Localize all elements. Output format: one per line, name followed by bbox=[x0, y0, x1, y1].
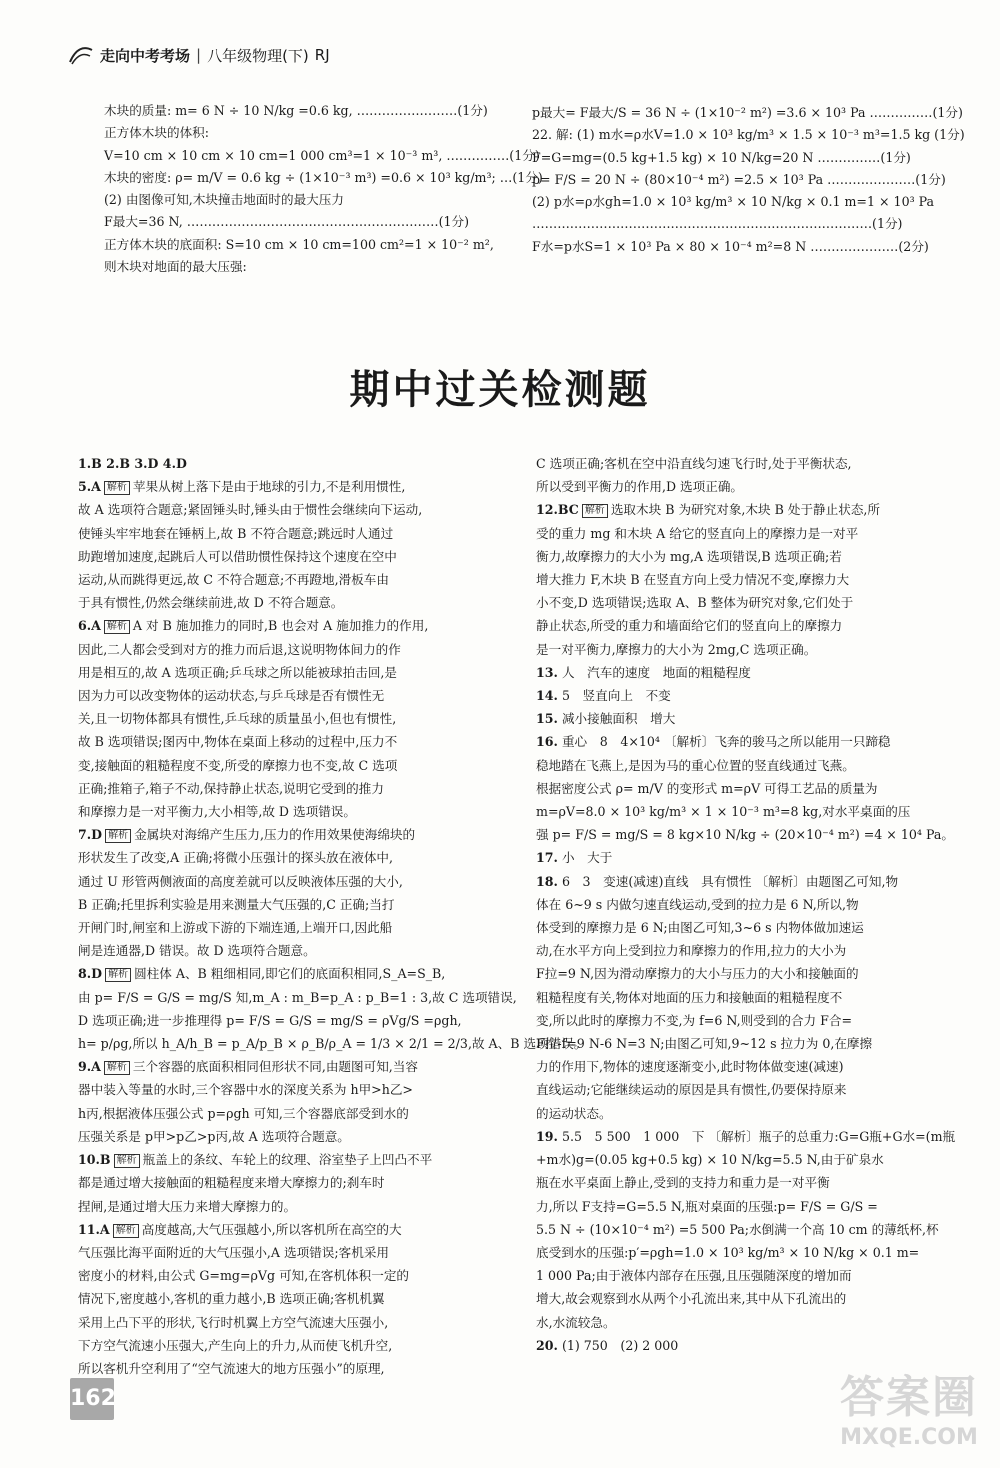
answer-line bbox=[536, 452, 968, 475]
answer-line bbox=[536, 684, 968, 707]
answer-line bbox=[536, 870, 968, 893]
watermark bbox=[840, 1361, 978, 1450]
answer-text: 故 A 选项符合题意;紧固锤头时,锤头由于惯性会继续向下运动, bbox=[78, 502, 423, 518]
answer-text: 体在 6~9 s 内做匀速直线运动,受到的拉力是 6 N,所以,物 bbox=[536, 896, 859, 912]
solution-line: 22. 解: (1) m水=ρ水V=1.0 × 10³ kg/m³ × 1.5 × 10⁻³ m³=1.5 kg (1分) bbox=[532, 127, 965, 143]
answer-text: 稳地踏在飞燕上,是因为马的重心位置的竖直线通过飞燕。 bbox=[536, 757, 855, 773]
answer-number: 18. bbox=[536, 873, 558, 889]
solution-line: F=G=mg=(0.5 kg+1.5 kg) × 10 N/kg=20 N ……………(1分) bbox=[532, 149, 911, 165]
answer-text: 动,在水平方向上受到拉力和摩擦力的作用,拉力的大小为 bbox=[536, 943, 847, 959]
answer-number: 9.A bbox=[78, 1059, 101, 1075]
answer-text: 小不变,D 选项错误;选取 A、B 整体为研究对象,它们处于 bbox=[536, 595, 854, 611]
solution-line: 正方体木块的底面积: S=10 cm × 10 cm=100 cm²=1 × 10⁻² m², bbox=[104, 236, 494, 252]
answer-line bbox=[78, 730, 508, 753]
analysis-tag: 解析 bbox=[105, 829, 131, 843]
answer-line bbox=[78, 800, 508, 823]
answer-text: 瓶盖上的条纹、车轮上的纹理、浴室垫子上凹凸不平 bbox=[142, 1152, 433, 1168]
answer-line bbox=[78, 1032, 587, 1055]
top-left-solution bbox=[104, 100, 543, 278]
answer-text: 体受到的摩擦力是 6 N;由图乙可知,3~6 s 内物体做加速运 bbox=[536, 920, 864, 936]
answer-line bbox=[536, 754, 968, 777]
answer-text: 通过 U 形管两侧液面的高度差就可以反映液体压强的大小, bbox=[78, 873, 403, 889]
answer-text: 用是相互的,故 A 选项正确;乒乓球之所以能被球拍击回,是 bbox=[78, 664, 398, 680]
answer-text: 故 B 选项错误;图丙中,物体在桌面上移动的过程中,压力不 bbox=[78, 734, 398, 750]
answer-text: 变,接触面的粗糙程度不变,所受的摩擦力也不变,故 C 选项 bbox=[78, 757, 398, 773]
answer-text: 受的重力 mg 和木块 A 给它的竖直向上的摩擦力是一对平 bbox=[536, 525, 859, 541]
answer-line bbox=[78, 661, 508, 684]
answer-text: B 正确;托里拆利实验是用来测量大气压强的,C 正确;当打 bbox=[78, 896, 395, 912]
answer-text: 圆柱体 A、B 粗细相同,即它们的底面积相同,S_A=S_B, bbox=[134, 966, 446, 982]
answer-number: 7.D bbox=[78, 827, 103, 843]
answer-line bbox=[536, 1218, 968, 1241]
answer-text: +m水)g=(0.05 kg+0.5 kg) × 10 N/kg=5.5 N,由于矿泉水 bbox=[536, 1152, 884, 1168]
answer-text: 5.5 N ÷ (10×10⁻⁴ m²) =5 500 Pa;水倒满一个高 10 cm 的薄纸杯,杯 bbox=[536, 1221, 939, 1237]
answer-line bbox=[536, 638, 968, 661]
answer-text: 选取木块 B 为研究对象,木块 B 处于静止状态,所 bbox=[610, 502, 881, 518]
answer-line bbox=[78, 939, 508, 962]
solution-line: 木块的质量: m= 6 N ÷ 10 N/kg =0.6 kg, ……………………(1分) bbox=[104, 103, 488, 118]
answer-line bbox=[78, 684, 508, 707]
answer-line bbox=[78, 754, 508, 777]
answer-line bbox=[78, 475, 508, 498]
answer-line bbox=[78, 870, 508, 893]
answer-line bbox=[78, 1148, 508, 1171]
answer-text: 由 p= F/S = G/S = mg/S 知,m_A : m_B=p_A : p_B=1 : 3,故 C 选项错误, bbox=[78, 989, 517, 1005]
answer-line bbox=[78, 1311, 508, 1334]
answer-text: 密度小的材料,由公式 G=mg=ρVg 可知,在客机体积一定的 bbox=[78, 1268, 410, 1284]
answer-text: (1) 750 (2) 2 000 bbox=[561, 1337, 679, 1353]
analysis-tag: 解析 bbox=[105, 968, 131, 982]
answer-line bbox=[78, 1125, 508, 1148]
answer-line bbox=[536, 893, 968, 916]
answer-line bbox=[78, 545, 508, 568]
answer-line bbox=[78, 1102, 508, 1125]
header-separator: | bbox=[196, 46, 202, 64]
answer-line bbox=[536, 475, 968, 498]
answer-text: 增大,故会观察到水从两个小孔流出来,其中从下孔流出的 bbox=[536, 1291, 847, 1307]
solution-line: p最大= F最大/S = 36 N ÷ (1×10⁻² m²) =3.6 × 10³ Pa ……………(1分) bbox=[532, 105, 963, 120]
header-brand: 走向中考考场 bbox=[100, 46, 191, 65]
top-right-solution bbox=[532, 102, 964, 258]
answer-number: 15. bbox=[536, 711, 558, 727]
solution-line: p= F/S = 20 N ÷ (80×10⁻⁴ m²) =2.5 × 10³ Pa …………………(1分) bbox=[532, 171, 946, 187]
answer-line bbox=[536, 1195, 968, 1218]
answer-number: 19. bbox=[536, 1128, 558, 1144]
analysis-tag: 解析 bbox=[104, 481, 130, 495]
answer-line bbox=[536, 1009, 968, 1032]
analysis-tag: 解析 bbox=[114, 1154, 140, 1168]
answer-text: 增大推力 F,木块 B 在竖直方向上受力情况不变,摩擦力大 bbox=[536, 572, 850, 588]
answer-line bbox=[78, 452, 508, 475]
answer-text: 器中装入等量的水时,三个容器中水的深度关系为 h甲>h乙> bbox=[78, 1082, 413, 1098]
answer-line bbox=[78, 522, 508, 545]
section-title: 期中过关检测题 bbox=[349, 367, 651, 413]
answer-line bbox=[536, 939, 968, 962]
header-subject: 八年级物理(下) bbox=[207, 46, 309, 65]
answer-number: 10.B bbox=[78, 1152, 111, 1168]
answer-text: D 选项正确;进一步推理得 p= F/S = G/S = mg/S = ρVg/S =ρgh, bbox=[78, 1012, 462, 1028]
answer-text: 力的作用下,物体的速度逐渐变小,此时物体做变速(减速) bbox=[536, 1059, 844, 1075]
answer-line bbox=[536, 568, 968, 591]
answer-number: 8.D bbox=[78, 966, 103, 982]
answer-line bbox=[78, 916, 508, 939]
answer-line bbox=[536, 1148, 968, 1171]
header-edition: RJ bbox=[314, 46, 330, 64]
answer-number: 5.A bbox=[78, 479, 101, 495]
answer-text: 6 3 变速(减速)直线 具有惯性 〔解析〕由题图乙可知,物 bbox=[561, 873, 899, 889]
answer-text: 于具有惯性,仍然会继续前进,故 D 不符合题意。 bbox=[78, 595, 344, 611]
answer-text: 直线运动;它能继续运动的原因是具有惯性,仍要保持原来 bbox=[536, 1082, 847, 1098]
answer-line bbox=[536, 1102, 968, 1125]
answer-text: 变,所以此时的摩擦力不变,为 f=6 N,则受到的合力 F合= bbox=[536, 1012, 853, 1028]
answer-line bbox=[78, 1334, 508, 1357]
answer-text: 5.5 5 500 1 000 下 〔解析〕瓶子的总重力:G=G瓶+G水=(m瓶 bbox=[561, 1128, 956, 1144]
answer-text: 瓶在水平桌面上静止,受到的支持力和重力是一对平衡 bbox=[536, 1175, 830, 1191]
answer-line bbox=[78, 846, 508, 869]
answer-text: 形状发生了改变,A 正确;将微小压强计的探头放在液体中, bbox=[78, 850, 394, 866]
answer-text: 衡力,故摩擦力的大小为 mg,A 选项错误,B 选项正确;若 bbox=[536, 548, 842, 564]
answer-text: 所以受到平衡力的作用,D 选项正确。 bbox=[536, 479, 744, 495]
answer-number: 13. bbox=[536, 664, 558, 680]
answer-text: 开闸门时,闸室和上游或下游的下端连通,上端开口,因此船 bbox=[78, 920, 393, 936]
answer-text: 情况下,密度越小,客机的重力越小,B 选项正确;客机机翼 bbox=[78, 1291, 385, 1307]
answer-number: 17. bbox=[536, 850, 558, 866]
solution-line: ………………………………………………………………………(1分) bbox=[532, 216, 903, 232]
answer-text: 气压强比海平面附近的大气压强小,A 选项错误;客机采用 bbox=[78, 1244, 390, 1260]
answer-number: 6.A bbox=[78, 618, 101, 634]
answer-line bbox=[536, 661, 968, 684]
answer-text: 正确;推箱子,箱子不动,保持静止状态,说明它受到的推力 bbox=[78, 780, 384, 796]
answer-line bbox=[536, 1311, 968, 1334]
answer-text: 运动,从而跳得更远,故 C 不符合题意;不再蹬地,滑板车由 bbox=[78, 572, 389, 588]
answer-line bbox=[536, 1287, 968, 1310]
answer-line bbox=[536, 1171, 968, 1194]
answer-line bbox=[78, 1009, 508, 1032]
answer-line bbox=[78, 893, 508, 916]
answer-line bbox=[78, 591, 508, 614]
answer-line bbox=[536, 1334, 968, 1357]
answer-text: 高度越高,大气压强越小,所以客机所在高空的大 bbox=[141, 1221, 402, 1237]
answer-line bbox=[536, 522, 968, 545]
answer-line bbox=[536, 1241, 968, 1264]
answer-text: 金属块对海绵产生压力,压力的作用效果使海绵块的 bbox=[134, 827, 416, 843]
answer-text: 闸是连通器,D 错误。故 D 选项符合题意。 bbox=[78, 943, 316, 959]
analysis-tag: 解析 bbox=[113, 1224, 139, 1238]
answer-line bbox=[78, 1357, 508, 1380]
answer-text: 1 000 Pa;由于液体内部存在压强,且压强随深度的增加而 bbox=[536, 1268, 852, 1284]
answer-text: 水,水流较急。 bbox=[536, 1314, 616, 1330]
watermark-line1: 答案圈 bbox=[840, 1372, 978, 1423]
answer-line bbox=[78, 962, 508, 985]
answer-line bbox=[536, 1264, 968, 1287]
answer-line bbox=[78, 1171, 508, 1194]
answer-line bbox=[78, 568, 508, 591]
answer-text: m=ρV=8.0 × 10³ kg/m³ × 1 × 10⁻³ m³=8 kg,对水平桌面的压 bbox=[536, 804, 911, 820]
solution-line: F水=p水S=1 × 10³ Pa × 80 × 10⁻⁴ m²=8 N …………………(2分) bbox=[532, 238, 929, 254]
answer-text: 助跑增加速度,起跳后人可以借助惯性保持这个速度在空中 bbox=[78, 548, 397, 564]
answer-text: 三个容器的底面积相同但形状不同,由题图可知,当容 bbox=[132, 1059, 418, 1075]
solution-line: F最大=36 N, ……………………………………………………(1分) bbox=[104, 214, 470, 230]
answer-text: F拉-f=9 N-6 N=3 N;由图乙可知,9~12 s 拉力为 0,在摩擦 bbox=[536, 1036, 873, 1052]
answer-line bbox=[78, 1241, 508, 1264]
answer-line bbox=[536, 846, 968, 869]
answer-line bbox=[536, 916, 968, 939]
answer-number: 20. bbox=[536, 1337, 558, 1353]
answer-text: 根据密度公式 ρ= m/V 的变形式 m=ρV 可得工艺品的质量为 bbox=[536, 780, 878, 796]
answer-text: 力,所以 F支持=G=5.5 N,瓶对桌面的压强:p= F/S = G/S = bbox=[536, 1198, 878, 1214]
answer-text: 粗糙程度有关,物体对地面的压力和接触面的粗糙程度不 bbox=[536, 989, 843, 1005]
answer-line bbox=[78, 777, 508, 800]
book-logo-icon bbox=[68, 44, 94, 66]
answer-line bbox=[78, 1195, 508, 1218]
answer-text: 和摩擦力是一对平衡力,大小相等,故 D 选项错误。 bbox=[78, 804, 356, 820]
page-number: 162 bbox=[70, 1378, 114, 1420]
answer-text: 强 p= F/S = mg/S = 8 kg×10 N/kg ÷ (20×10⁻⁴ m²) =4 × 10⁴ Pa。 bbox=[536, 827, 954, 843]
answer-text: 的运动状态。 bbox=[536, 1105, 612, 1121]
answer-text: 人 汽车的速度 地面的粗糙程度 bbox=[561, 664, 751, 680]
analysis-tag: 解析 bbox=[582, 504, 608, 518]
answer-number: 12.BC bbox=[536, 502, 579, 518]
answer-line bbox=[536, 591, 968, 614]
answer-number: 11.A bbox=[78, 1221, 110, 1237]
answer-line bbox=[78, 1078, 508, 1101]
answer-text: 压强关系是 p甲>p乙>p丙,故 A 选项符合题意。 bbox=[78, 1128, 350, 1144]
answer-line bbox=[536, 1078, 968, 1101]
answer-text: 是一对平衡力,摩擦力的大小为 2mg,C 选项正确。 bbox=[536, 641, 817, 657]
answer-text: h丙,根据液体压强公式 p=ρgh 可知,三个容器底部受到水的 bbox=[78, 1105, 409, 1121]
answer-text: 采用上凸下平的形状,飞行时机翼上方空气流速大压强小, bbox=[78, 1314, 389, 1330]
answer-text: h= p/ρg,所以 h_A/h_B = p_A/p_B × ρ_B/ρ_A = 1/3 × 2/1 = 2/3,故 A、B 选项错误。 bbox=[78, 1036, 587, 1052]
answer-line bbox=[536, 800, 968, 823]
answer-text: 所以客机升空利用了“空气流速大的地方压强小”的原理, bbox=[78, 1360, 385, 1376]
answer-line bbox=[536, 962, 968, 985]
answer-line bbox=[536, 1032, 968, 1055]
analysis-tag: 解析 bbox=[104, 620, 130, 634]
solution-line: 正方体木块的体积: bbox=[104, 125, 209, 141]
answer-text: 因此,二人都会受到对方的推力而后退,这说明物体间力的作 bbox=[78, 641, 401, 657]
answer-line bbox=[78, 823, 508, 846]
answer-line bbox=[78, 498, 508, 521]
solution-line: (2) 由图像可知,木块撞击地面时的最大压力 bbox=[104, 192, 344, 208]
answer-number: 14. bbox=[536, 688, 558, 704]
answer-line bbox=[78, 1264, 508, 1287]
answer-text: 静止状态,所受的重力和墙面给它们的竖直向上的摩擦力 bbox=[536, 618, 843, 634]
analysis-tag: 解析 bbox=[104, 1061, 130, 1075]
answer-line bbox=[536, 707, 968, 730]
answer-text: 捏闸,是通过增大压力来增大摩擦力的。 bbox=[78, 1198, 297, 1214]
answer-number: 16. bbox=[536, 734, 558, 750]
answer-text: 5 竖直向上 不变 bbox=[561, 688, 671, 704]
answer-text: 底受到水的压强:p′=ρgh=1.0 × 10³ kg/m³ × 10 N/kg × 0.1 m= bbox=[536, 1244, 920, 1260]
answer-text: 重心 8 4×10⁴ 〔解析〕飞奔的骏马之所以能用一只蹄稳 bbox=[561, 734, 891, 750]
answer-line bbox=[78, 1055, 508, 1078]
answer-text: 使锤头牢牢地套在锤柄上,故 B 不符合题意;跳远时人通过 bbox=[78, 525, 394, 541]
answer-text: 减小接触面积 增大 bbox=[561, 711, 676, 727]
watermark-line2: MXQE.COM bbox=[840, 1425, 978, 1450]
answer-line bbox=[536, 614, 968, 637]
answer-line bbox=[78, 1218, 508, 1241]
answer-text: 关,且一切物体都具有惯性,乒乓球的质量虽小,但也有惯性, bbox=[78, 711, 397, 727]
answer-text: F拉=9 N,因为滑动摩擦力的大小与压力的大小和接触面的 bbox=[536, 966, 859, 982]
answer-text: 因为力可以改变物体的运动状态,与乒乓球是否有惯性无 bbox=[78, 688, 385, 704]
answer-text: C 选项正确;客机在空中沿直线匀速飞行时,处于平衡状态, bbox=[536, 456, 852, 471]
answer-text: 都是通过增大接触面的粗糙程度来增大摩擦力的;刹车时 bbox=[78, 1175, 385, 1191]
solution-line: 木块的密度: ρ= m/V = 0.6 kg ÷ (1×10⁻³ m³) =0.6 × 10³ kg/m³; …(1分) bbox=[104, 169, 543, 185]
answer-text: 苹果从树上落下是由于地球的引力,不是利用惯性, bbox=[132, 479, 406, 495]
answer-line bbox=[536, 777, 968, 800]
solution-line: V=10 cm × 10 cm × 10 cm=1 000 cm³=1 × 10⁻³ m³, ……………(1分) bbox=[104, 147, 540, 163]
answer-line bbox=[78, 614, 508, 637]
answer-number: 1.B 2.B 3.D 4.D bbox=[78, 456, 187, 471]
answer-line bbox=[536, 1125, 968, 1148]
answer-line bbox=[536, 545, 968, 568]
answer-line bbox=[536, 823, 968, 846]
answer-line bbox=[78, 638, 508, 661]
answer-line bbox=[536, 986, 968, 1009]
answer-line bbox=[536, 498, 968, 521]
solution-line: 则木块对地面的最大压强: bbox=[104, 259, 247, 275]
solution-line: (2) p水=ρ水gh=1.0 × 10³ kg/m³ × 10 N/kg × 0.1 m=1 × 10³ Pa bbox=[532, 194, 935, 210]
answer-text: A 对 B 施加推力的同时,B 也会对 A 施加推力的作用, bbox=[132, 618, 429, 634]
answer-line bbox=[536, 730, 968, 753]
answer-line bbox=[78, 986, 517, 1009]
answer-text: 下方空气流速小压强大,产生向上的升力,从而使飞机升空, bbox=[78, 1337, 393, 1353]
page-header bbox=[68, 44, 330, 66]
answer-text: 小 大于 bbox=[561, 850, 613, 866]
answers-right-column bbox=[536, 452, 968, 1357]
answer-line bbox=[536, 1055, 968, 1078]
answer-line bbox=[78, 1287, 508, 1310]
answer-line bbox=[78, 707, 508, 730]
